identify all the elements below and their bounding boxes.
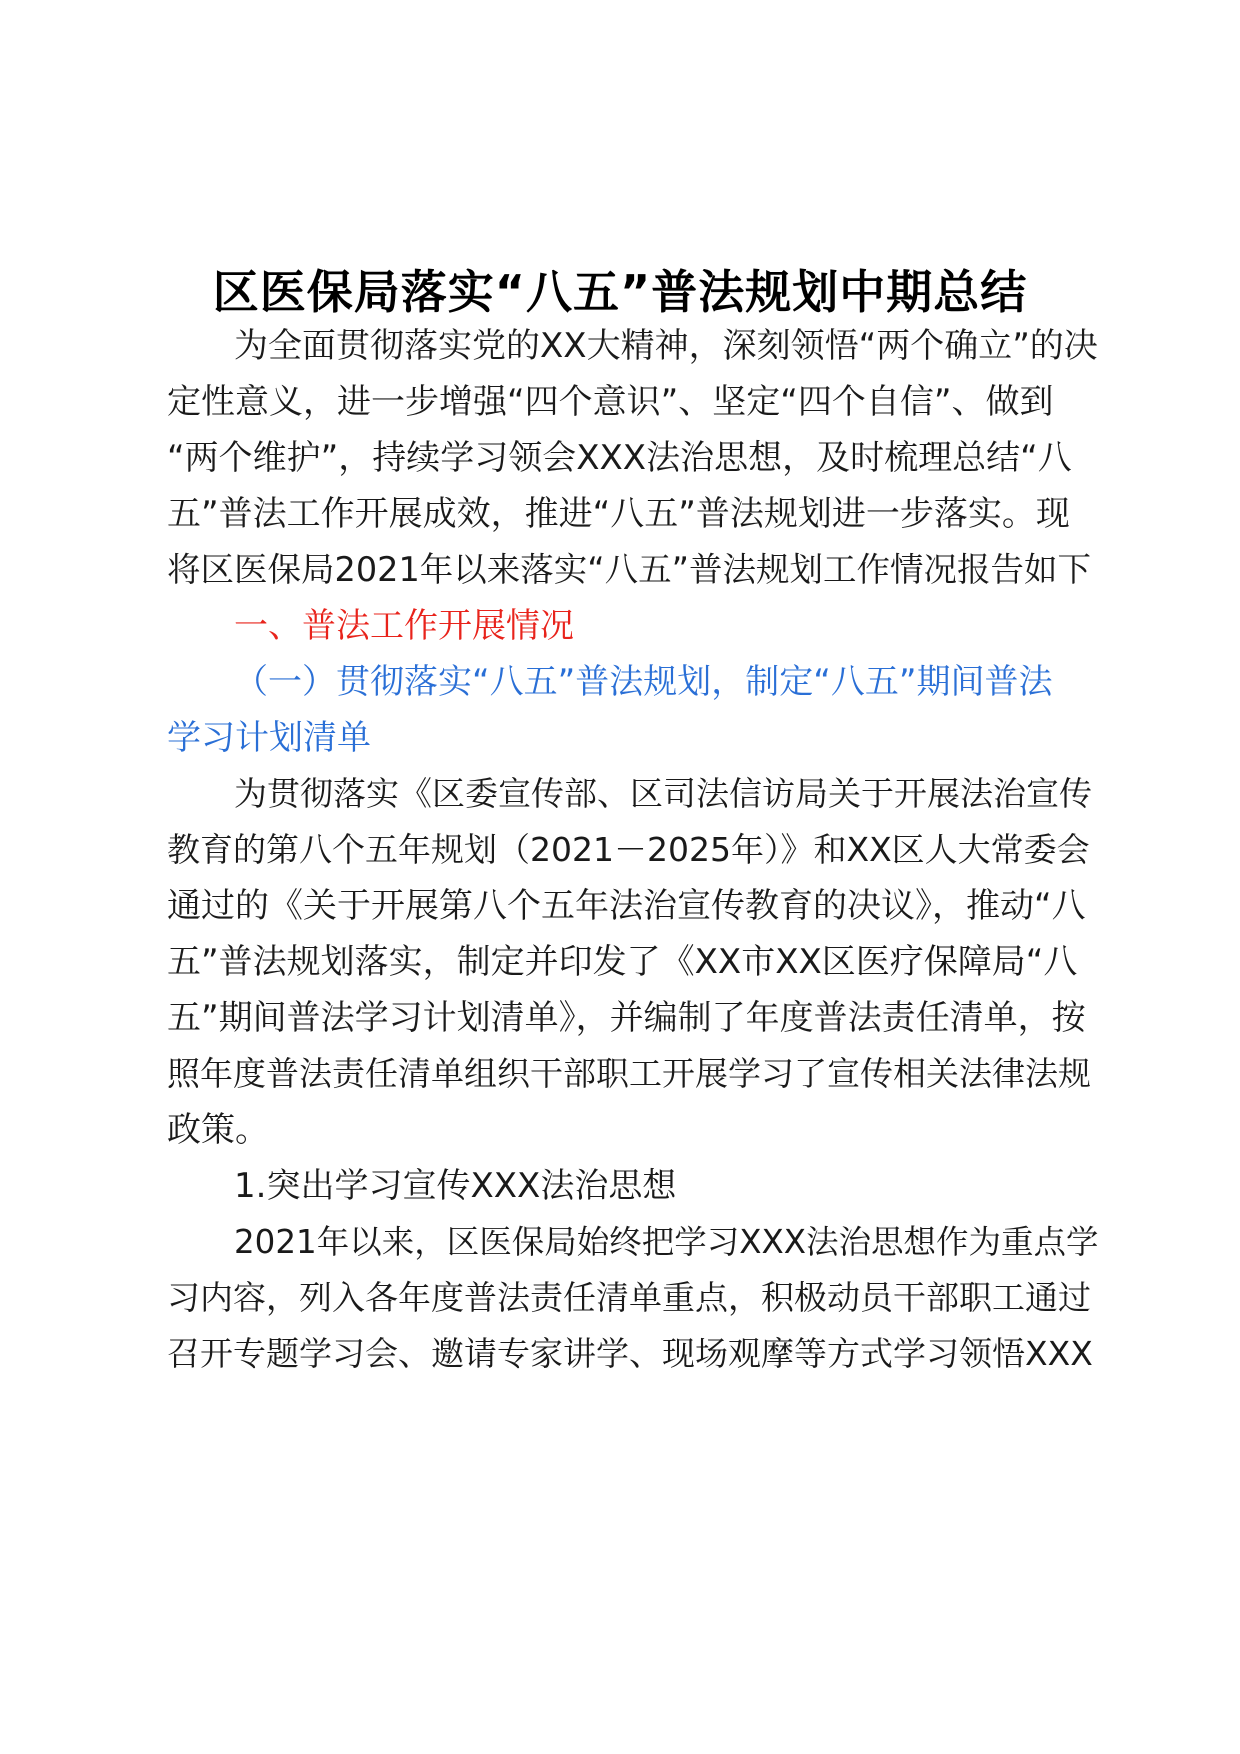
paragraph-line: “两个维护”，持续学习领会XXX法治思想，及时梳理总结“八 xyxy=(167,438,1072,478)
paragraph-line: 教育的第八个五年规划（2021－2025年）》和XX区人大常委会 xyxy=(167,830,1090,869)
paragraph-line: 五”普法规划落实，制定并印发了《XX市XX区医疗保障局“八 xyxy=(167,942,1078,982)
document-title: 区医保局落实“八五”普法规划中期总结 xyxy=(212,265,1028,319)
paragraph-line: 为贯彻落实《区委宣传部、区司法信访局关于开展法治宣传 xyxy=(234,774,1092,813)
paragraph-line: 习内容，列入各年度普法责任清单重点，积极动员干部职工通过 xyxy=(167,1278,1091,1317)
paragraph-line: 五”期间普法学习计划清单》，并编制了年度普法责任清单，按 xyxy=(167,998,1086,1038)
section-heading-1: 一、普法工作开展情况 xyxy=(234,606,574,646)
paragraph-line: 定性意义，进一步增强“四个意识”、坚定“四个自信”、做到 xyxy=(167,382,1054,422)
section-heading-2-cont: 学习计划清单 xyxy=(167,718,371,758)
paragraph-line: 将区医保局2021年以来落实“八五”普法规划工作情况报告如下 xyxy=(167,550,1091,589)
subsection-heading: 1.突出学习宣传XXX法治思想 xyxy=(234,1166,677,1206)
section-heading-2: （一）贯彻落实“八五”普法规划，制定“八五”期间普法 xyxy=(234,662,1053,702)
paragraph-line: 为全面贯彻落实党的XX大精神，深刻领悟“两个确立”的决 xyxy=(234,326,1098,366)
paragraph-line: 照年度普法责任清单组织干部职工开展学习了宣传相关法律法规 xyxy=(167,1054,1091,1093)
paragraph-line: 2021年以来，区医保局始终把学习XXX法治思想作为重点学 xyxy=(234,1223,1099,1261)
paragraph-line: 政策。 xyxy=(167,1110,269,1150)
paragraph-line: 召开专题学习会、邀请专家讲学、现场观摩等方式学习领悟XXX xyxy=(167,1334,1093,1373)
paragraph-line: 五”普法工作开展成效，推进“八五”普法规划进一步落实。现 xyxy=(167,494,1070,534)
paragraph-line: 通过的《关于开展第八个五年法治宣传教育的决议》，推动“八 xyxy=(167,886,1086,926)
